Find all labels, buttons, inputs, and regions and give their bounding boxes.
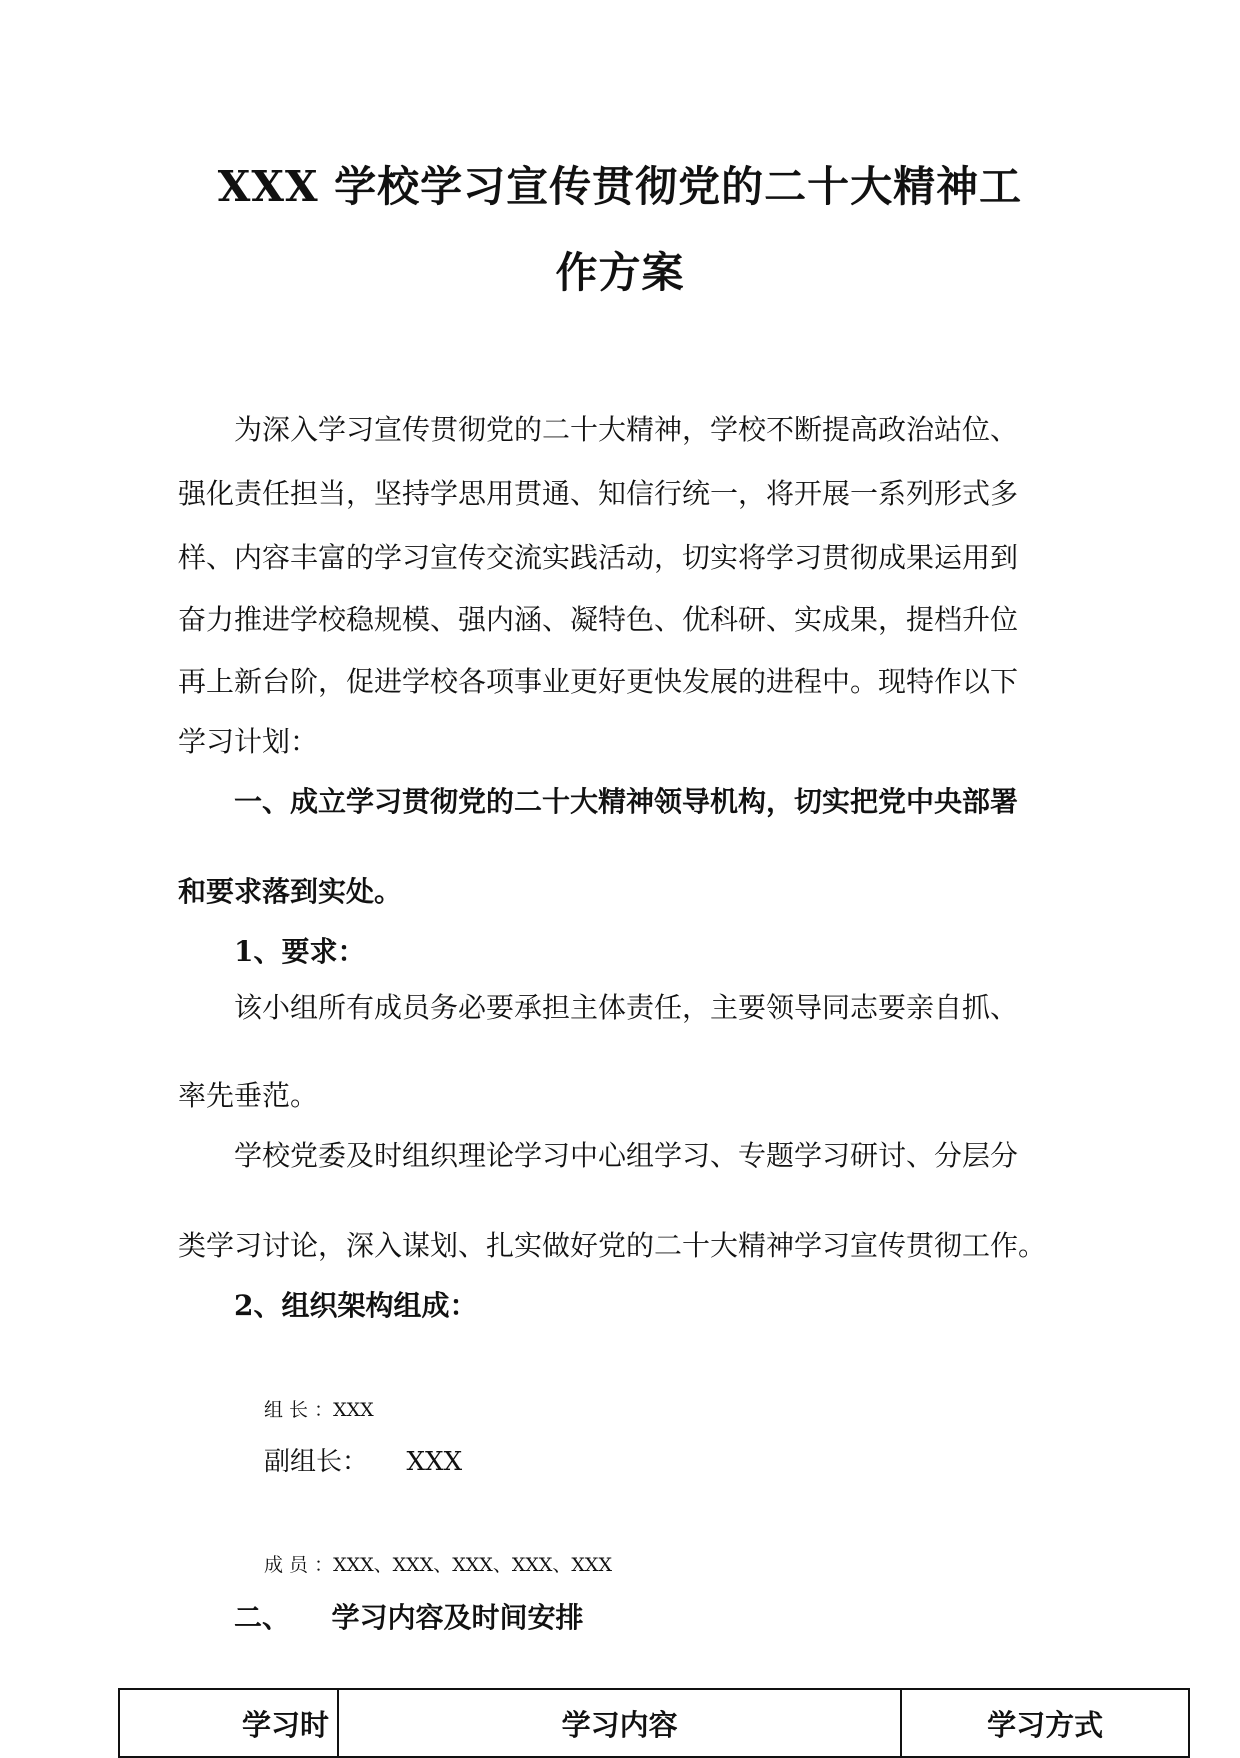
subsection-2-heading: 2、组织架构组成： — [234, 1289, 478, 1322]
intro-line-3: 样、内容丰富的学习宣传交流实践活动，切实将学习贯彻成果运用到 — [178, 541, 1019, 574]
requirement-p1-line-1: 该小组所有成员务必要承担主体责任，主要领导同志要亲自抓、 — [234, 991, 1019, 1024]
intro-line-2: 强化责任担当，坚持学思用贯通、知信行统一，将开展一系列形式多 — [178, 477, 1019, 510]
intro-line-6: 学习计划： — [178, 725, 319, 758]
subsection-1-heading: 1、要求： — [234, 935, 366, 968]
document-title-line-2: 作方案 — [555, 248, 685, 297]
schedule-table — [118, 1688, 1190, 1758]
requirement-p1-line-2: 率先垂范。 — [178, 1079, 319, 1112]
intro-line-1: 为深入学习宣传贯彻党的二十大精神，学校不断提高政治站位、 — [234, 413, 1019, 446]
group-leader: 组 长 ：XXX — [264, 1399, 374, 1421]
group-members: 成 员 ：XXX、XXX、XXX、XXX、XXX — [264, 1554, 612, 1576]
intro-line-5: 再上新台阶，促进学校各项事业更好更快发展的进程中。现特作以下 — [178, 665, 1019, 698]
section-2-number: 二、 — [234, 1601, 291, 1634]
table-header-content: 学习内容 — [338, 1689, 901, 1757]
section-2-title: 学习内容及时间安排 — [331, 1601, 584, 1634]
table-header-method: 学习方式 — [901, 1689, 1189, 1757]
section-1-heading-line-2: 和要求落到实处。 — [178, 875, 403, 908]
intro-line-4: 奋力推进学校稳规模、强内涵、凝特色、优科研、实成果，提档升位 — [178, 603, 1019, 636]
section-2-heading — [234, 1598, 1114, 1638]
table-header-time: 学习时 — [119, 1689, 338, 1757]
table-header-row — [119, 1689, 1189, 1757]
deputy-leader-label: 副组长： — [264, 1447, 369, 1477]
requirement-p2-line-1: 学校党委及时组织理论学习中心组学习、专题学习研讨、分层分 — [234, 1139, 1019, 1172]
document-title-line-1: XXX 学校学习宣传贯彻党的二十大精神工 — [217, 162, 1023, 211]
section-1-heading-line-1: 一、成立学习贯彻党的二十大精神领导机构，切实把党中央部署 — [234, 785, 1019, 818]
requirement-p2-line-2: 类学习讨论，深入谋划、扎实做好党的二十大精神学习宣传贯彻工作。 — [178, 1229, 1047, 1262]
deputy-leader-value: XXX — [406, 1447, 463, 1477]
deputy-leader — [264, 1442, 1144, 1482]
